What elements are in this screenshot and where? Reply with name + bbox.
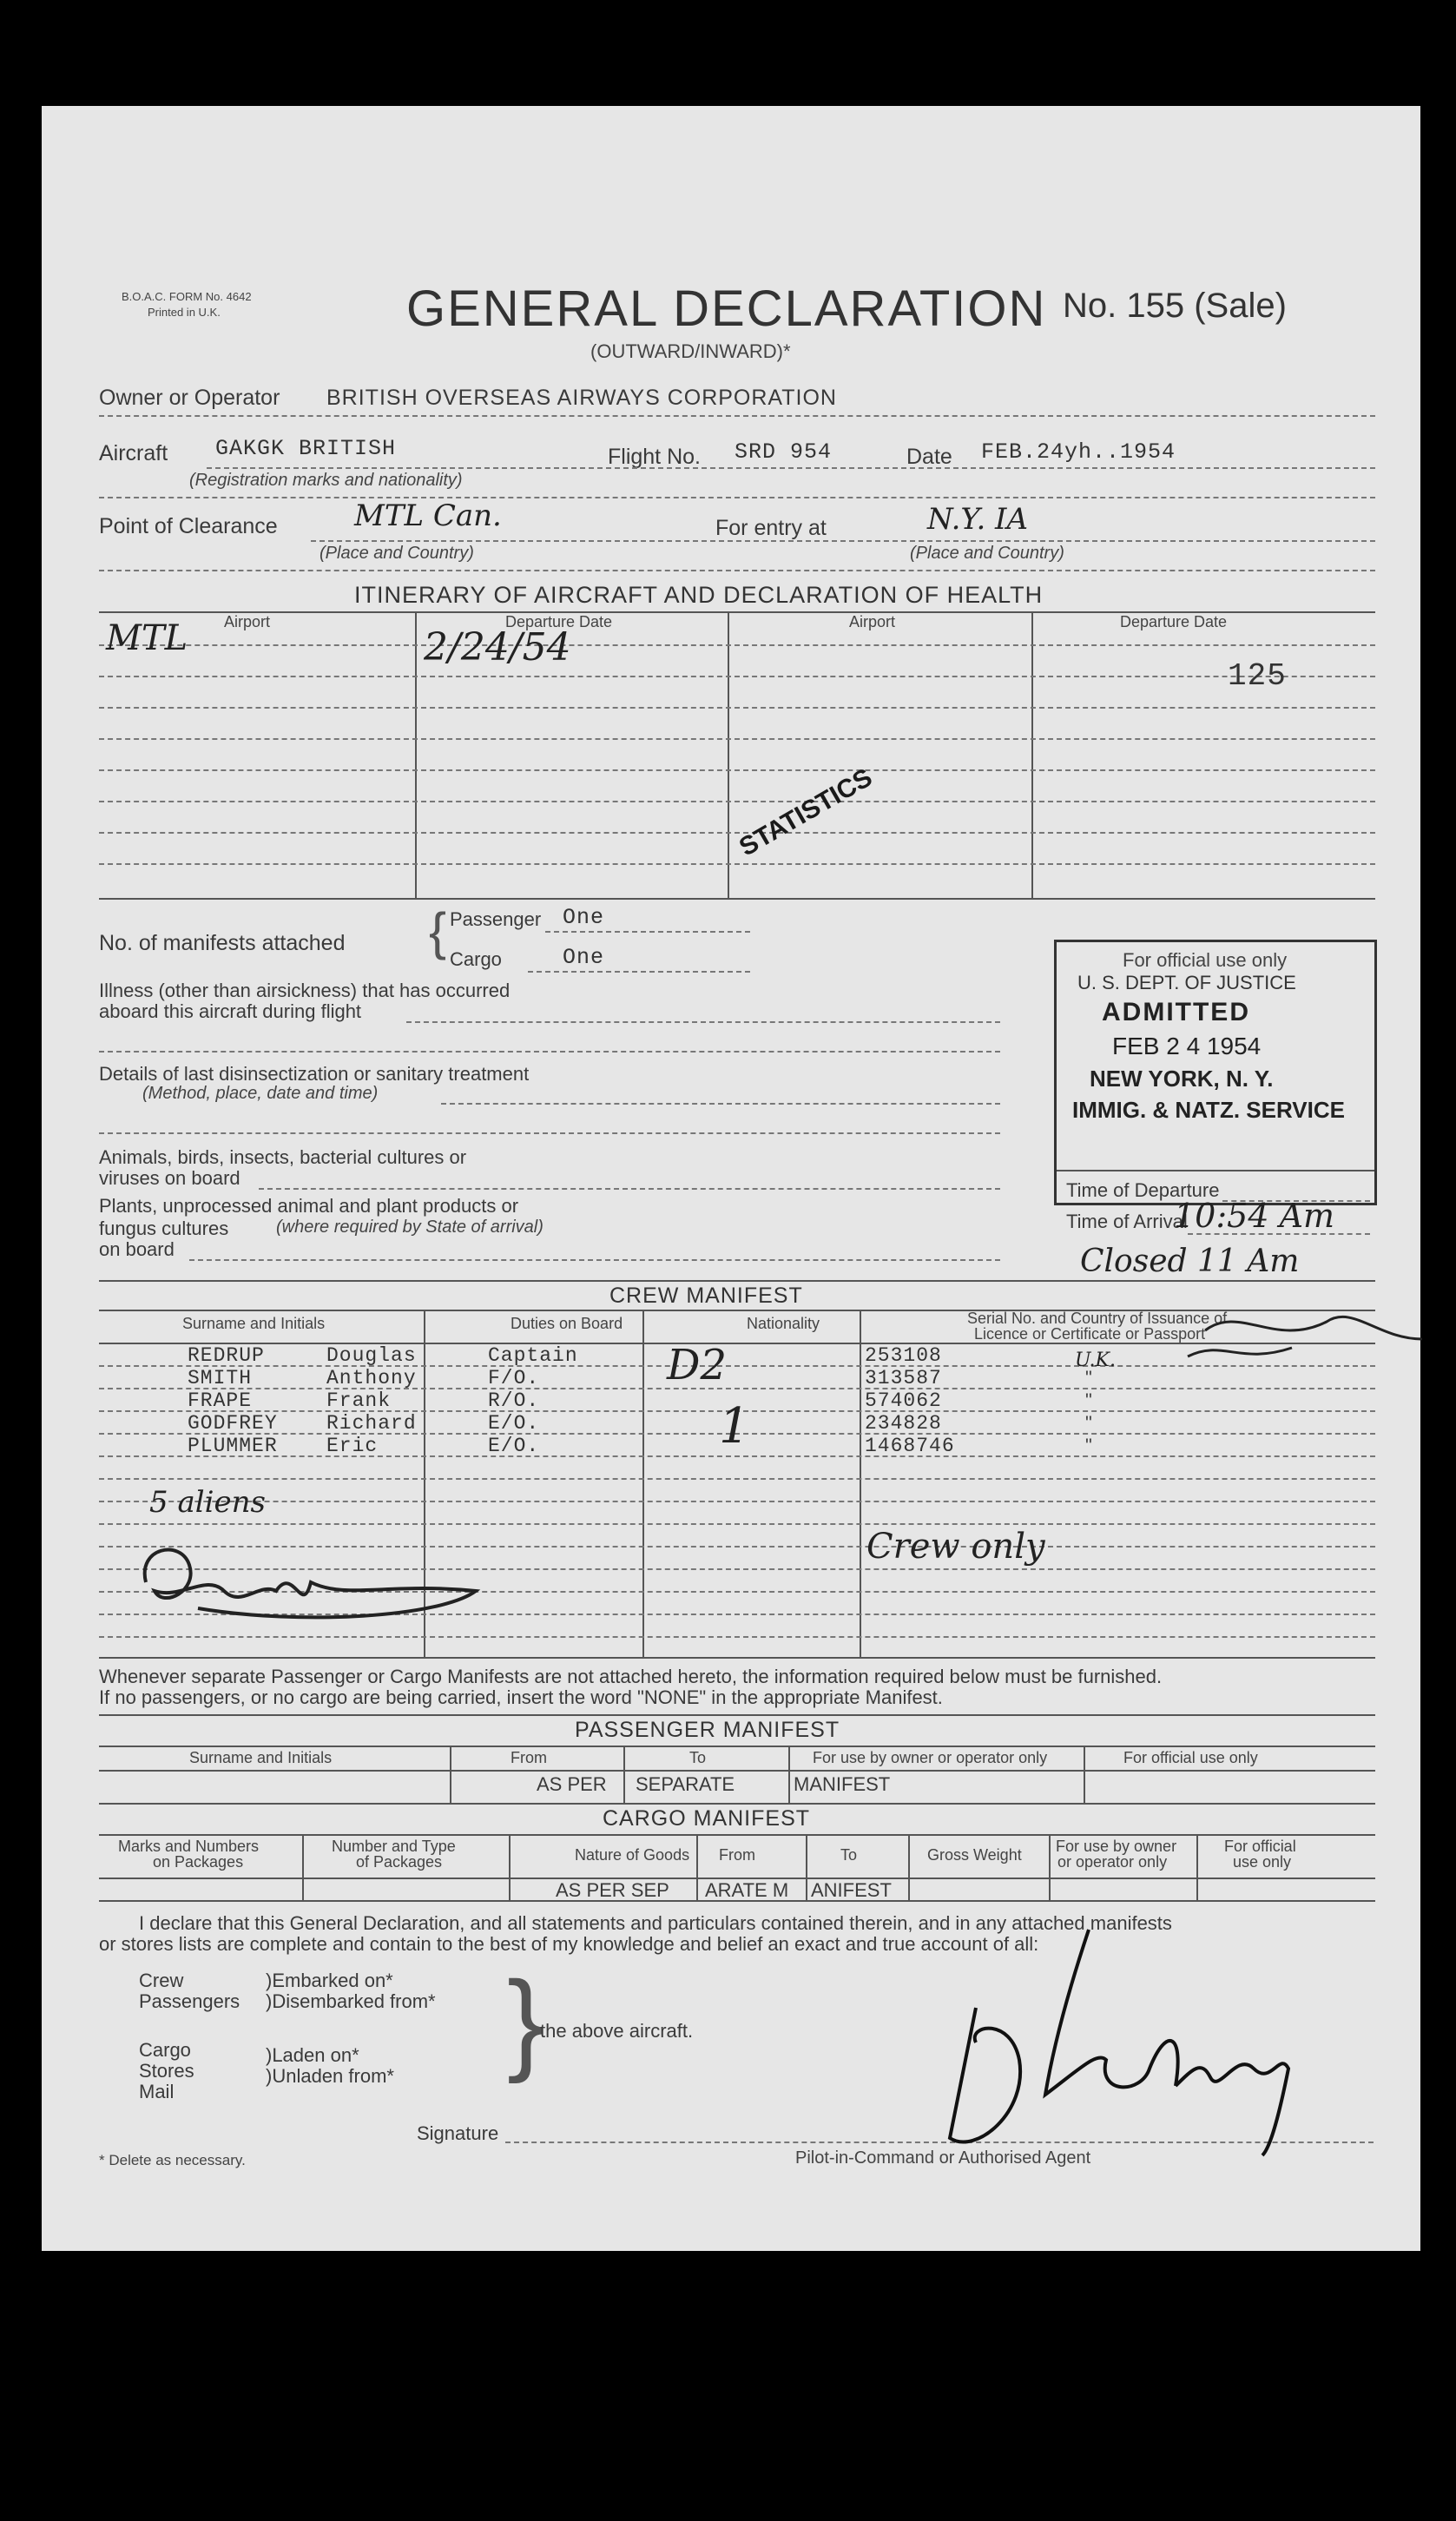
pilot-signature	[924, 1895, 1332, 2173]
departure-time-label: Time of Departure	[1066, 1179, 1220, 1201]
itinerary-title: ITINERARY OF AIRCRAFT AND DECLARATION OF HEALTH	[354, 582, 1044, 608]
form-id-line1: B.O.A.C. FORM No. 4642	[122, 290, 252, 303]
itinerary-number: 125	[1228, 658, 1287, 694]
cargo-col-marks-1: Marks and Numbers	[118, 1838, 260, 1855]
itinerary-col-airport-2: Airport	[849, 613, 896, 630]
passenger-as-per: AS PER	[537, 1773, 607, 1795]
declaration-embarked: )Embarked on*	[266, 1970, 393, 1991]
owner-value: BRITISH OVERSEAS AIRWAYS CORPORATION	[326, 386, 837, 410]
crew-row-1-duty: Captain	[488, 1344, 578, 1367]
entry-sublabel: (Place and Country)	[910, 544, 1064, 563]
cargo-col-owner-2: or operator only	[1057, 1853, 1168, 1871]
passenger-col-owner: For use by owner or operator only	[813, 1749, 1048, 1766]
owner-label: Owner or Operator	[99, 386, 280, 410]
passenger-manifest: MANIFEST	[794, 1773, 891, 1795]
cargo-col-owner-1: For use by owner	[1056, 1838, 1177, 1855]
passenger-count-label: Passenger	[450, 908, 542, 930]
disinfection-line1: Details of last disinsectization or sanitary treatment	[99, 1063, 530, 1085]
cargo-col-number-1: Number and Type	[332, 1838, 456, 1855]
declaration-laden: )Laden on*	[266, 2044, 359, 2066]
crew-count-note: 5 aliens	[149, 1485, 266, 1520]
crew-nationality-hand-2: 1	[719, 1398, 750, 1455]
declaration-cargo: Cargo	[139, 2039, 191, 2061]
footnote: * Delete as necessary.	[99, 2152, 246, 2168]
crew-row-1-mark: U.K.	[1075, 1350, 1116, 1371]
declaration-crew: Crew	[139, 1970, 184, 1991]
itinerary-date-value: 2/24/54	[424, 625, 571, 670]
crew-row-1-serial: 253108	[865, 1344, 942, 1367]
passenger-count-value: One	[563, 905, 605, 930]
crew-col-nationality: Nationality	[747, 1315, 820, 1332]
crew-title: CREW MANIFEST	[609, 1284, 803, 1308]
declaration-form: B.O.A.C. FORM No. 4642 Printed in U.K. GENERAL DECLARATION No. 155 (Sale) (OUTWARD/INWARD)* Owner or Operator BRITISH OVERSEAS AIRWAYS CORPORATION Aircraft GAKGK BRITISH (Registration marks and nationality) Flight No. SRD 954 Date FEB.24yh..1954 Point of Clearance MTL Can. (Place and Country) For entry at N.Y. IA (Place and Country) ITINERARY OF AIRCRAFT AND DECLARATION OF HEALTH Airport Departure Date Airport Departure Date MTL 2/24/54 125 STATISTICS No. of manifests attached { Passenger One Cargo One Illness (other than airsickness) that has occurred aboard this aircraft during flight Details of last disinsectization or sanitary treatment (Method, place, date and time) Animals, birds, insects, bacterial cultures or viruses on board Plants, unprocessed animal and plant products or fungus cultures (where required by State of arrival) on board For official use only U. S. DEPT. OF JUSTICE ADMITTED FEB 2 4 1954 NEW YORK, N. Y. IMMIG. & NATZ. SERVICE Time of Departure Time of Arrival 10:54 Am Closed 11 Am CREW MANIFEST Surname and Initials Duties on Board Nationality Serial No. and Country of Issuance of Licence or Certificate or Passport REDRUP Douglas Captain 253108 U.K. SMITH Anthony F/O. 313587 " FRAPE Frank R/O. 574062 " GODFREY Richard E/O. 234828 " PLUMMER Eric E/O. 1468746 " D2 1 5 aliens Crew only Whenever separate Passenger or Cargo Manifests are not attached hereto, the information required below must be furnished. If no passengers, or no cargo are being carried, insert the word "NONE" in the appropriate Manifest. PASSENGER MANIFEST Surname and Initials From To For use by owner or operator only For official use only AS PER SEPARATE MANIFEST CARGO MANIFEST Marks and Numbers on Packages Number and Type of Packages Nature of Goods From To Gross Weight For use by owner or operator only For official use only AS PER SEP ARATE M ANIFEST I declare that this General Declaration, and all statements and particulars contained therein, and in any attached manifests or stores lists are complete and contain to the best of my knowledge and belief an exact and true account of all: Crew Passengers )Embarked on* )Disembarked from* Cargo Stores Mail )Laden on* )Unladen from* } the above aircraft. Signature Pilot-in-Command or Authorised Agent * Delete as necessary.	[42, 106, 1420, 2251]
cargo-col-official-2: use only	[1233, 1853, 1292, 1871]
declaration-disembarked: )Disembarked from*	[266, 1990, 436, 2012]
cargo-col-from: From	[719, 1846, 755, 1864]
crew-row-2-mark: "	[1085, 1367, 1092, 1389]
declaration-line2: or stores lists are complete and contain to the best of my knowledge and belief an exact and true account of all:	[99, 1933, 1039, 1955]
cargo-col-goods: Nature of Goods	[575, 1846, 690, 1864]
illness-line1: Illness (other than airsickness) that has occurred	[99, 980, 511, 1001]
declaration-passengers: Passengers	[139, 1990, 240, 2012]
statistics-stamp: STATISTICS	[735, 762, 878, 862]
cargo-col-official-1: For official	[1224, 1838, 1296, 1855]
declaration-unladen: )Unladen from*	[266, 2065, 394, 2087]
clearance-label: Point of Clearance	[99, 514, 278, 538]
cargo-col-number-2: of Packages	[356, 1853, 443, 1871]
cargo-col-marks-2: on Packages	[153, 1853, 244, 1871]
crew-row-1-given: Douglas	[326, 1344, 417, 1367]
crew-col-duties: Duties on Board	[511, 1315, 623, 1332]
form-number: No. 155 (Sale)	[1063, 287, 1287, 325]
crew-row-3-mark: "	[1085, 1389, 1092, 1411]
official-service: IMMIG. & NATZ. SERVICE	[1072, 1097, 1345, 1123]
flight-value: SRD 954	[735, 439, 833, 465]
cargo-count-value: One	[563, 945, 605, 970]
crew-row-2-given: Anthony	[326, 1367, 417, 1389]
form-title: GENERAL DECLARATION	[406, 280, 1047, 337]
crew-row-4-given: Richard	[326, 1412, 417, 1435]
entry-value: N.Y. IA	[927, 502, 1029, 537]
signature-label: Signature	[417, 2122, 499, 2144]
closed-note: Closed 11 Am	[1080, 1244, 1300, 1279]
crew-col-serial-2: Licence or Certificate or Passport	[974, 1325, 1206, 1343]
crew-row-1-surname: REDRUP	[188, 1344, 265, 1367]
animals-line2: viruses on board	[99, 1167, 240, 1189]
crew-row-3-surname: FRAPE	[188, 1389, 253, 1412]
official-date: FEB 2 4 1954	[1112, 1033, 1262, 1059]
crew-col-name: Surname and Initials	[182, 1315, 326, 1332]
itinerary-col-departure-2: Departure Date	[1120, 613, 1228, 630]
crew-row-5-given: Eric	[326, 1435, 379, 1457]
official-header: For official use only	[1123, 949, 1288, 971]
crew-row-3-given: Frank	[326, 1389, 392, 1412]
plants-line3: on board	[99, 1238, 175, 1260]
passenger-col-to: To	[689, 1749, 707, 1766]
passenger-col-official: For official use only	[1123, 1749, 1258, 1766]
entry-label: For entry at	[715, 516, 827, 540]
notice-line1: Whenever separate Passenger or Cargo Manifests are not attached hereto, the information required below must be furnished.	[99, 1666, 1163, 1687]
crew-row-4-surname: GODFREY	[188, 1412, 278, 1435]
disinfection-line2: (Method, place, date and time)	[142, 1084, 379, 1103]
clearance-sublabel: (Place and Country)	[320, 544, 474, 563]
cargo-count-label: Cargo	[450, 948, 502, 970]
clearance-value: MTL Can.	[354, 498, 502, 533]
animals-line1: Animals, birds, insects, bacterial cultures or	[99, 1146, 467, 1168]
cargo-col-to: To	[840, 1846, 858, 1864]
illness-line2: aboard this aircraft during flight	[99, 1000, 362, 1022]
plants-line2: fungus cultures	[99, 1218, 229, 1239]
form-subtitle: (OUTWARD/INWARD)*	[590, 340, 791, 362]
crew-col-serial-1: Serial No. and Country of Issuance of	[967, 1310, 1228, 1327]
plants-line1: Plants, unprocessed animal and plant products or	[99, 1195, 519, 1217]
official-admitted: ADMITTED	[1102, 998, 1250, 1026]
itinerary-col-airport-1: Airport	[224, 613, 271, 630]
crew-row-5-duty: E/O.	[488, 1435, 540, 1457]
cargo-title: CARGO MANIFEST	[603, 1806, 811, 1831]
crew-row-4-duty: E/O.	[488, 1412, 540, 1435]
crew-row-3-duty: R/O.	[488, 1389, 540, 1412]
official-place: NEW YORK, N. Y.	[1090, 1066, 1274, 1092]
itinerary-airport-value: MTL	[106, 618, 188, 658]
crew-row-3-serial: 574062	[865, 1389, 942, 1412]
pilot-label: Pilot-in-Command or Authorised Agent	[795, 2148, 1091, 2168]
aircraft-value: GAKGK BRITISH	[215, 436, 397, 461]
cargo-anifest: ANIFEST	[811, 1879, 892, 1901]
crew-row-4-mark: "	[1085, 1412, 1092, 1434]
declaration-stores: Stores	[139, 2060, 194, 2082]
arrival-time-label: Time of Arrival	[1066, 1211, 1188, 1232]
crew-row-5-serial: 1468746	[865, 1435, 955, 1457]
crew-row-5-mark: "	[1085, 1435, 1092, 1456]
crew-row-2-surname: SMITH	[188, 1367, 253, 1389]
cargo-as-per: AS PER SEP	[556, 1879, 669, 1901]
cargo-col-weight: Gross Weight	[927, 1846, 1022, 1864]
closing-scribble	[1066, 1235, 1431, 1365]
form-id-line2: Printed in U.K.	[148, 306, 221, 319]
declaration-above: the above aircraft.	[540, 2020, 694, 2042]
cargo-arate: ARATE M	[705, 1879, 789, 1901]
date-value: FEB.24yh..1954	[981, 439, 1176, 465]
date-label: Date	[906, 445, 952, 469]
manifests-label: No. of manifests attached	[99, 931, 346, 955]
passenger-separate: SEPARATE	[636, 1773, 735, 1795]
official-use-box	[1054, 940, 1377, 1205]
itinerary-col-departure-1: Departure Date	[505, 613, 613, 630]
aircraft-label: Aircraft	[99, 441, 168, 465]
crew-row-2-duty: F/O.	[488, 1367, 540, 1389]
passenger-col-from: From	[511, 1749, 547, 1766]
passenger-title: PASSENGER MANIFEST	[575, 1718, 840, 1742]
passenger-col-name: Surname and Initials	[189, 1749, 333, 1766]
crew-initials-scribble	[128, 1530, 493, 1634]
crew-row-4-serial: 234828	[865, 1412, 942, 1435]
notice-line2: If no passengers, or no cargo are being carried, insert the word "NONE" in the appropriate Manifest.	[99, 1686, 943, 1708]
official-dept: U. S. DEPT. OF JUSTICE	[1077, 972, 1296, 993]
crew-row-2-serial: 313587	[865, 1367, 942, 1389]
arrival-time-value: 10:54 Am	[1174, 1197, 1335, 1235]
plants-line2b: (where required by State of arrival)	[276, 1218, 544, 1237]
declaration-line1: I declare that this General Declaration, and all statements and particulars contained therein, and in any attached manifests	[139, 1912, 1172, 1934]
flight-label: Flight No.	[608, 445, 701, 469]
crew-only-note: Crew only	[866, 1527, 1045, 1567]
declaration-mail: Mail	[139, 2081, 175, 2102]
crew-nationality-hand-1: D2	[667, 1341, 728, 1389]
crew-row-5-surname: PLUMMER	[188, 1435, 278, 1457]
aircraft-sublabel: (Registration marks and nationality)	[189, 471, 463, 490]
